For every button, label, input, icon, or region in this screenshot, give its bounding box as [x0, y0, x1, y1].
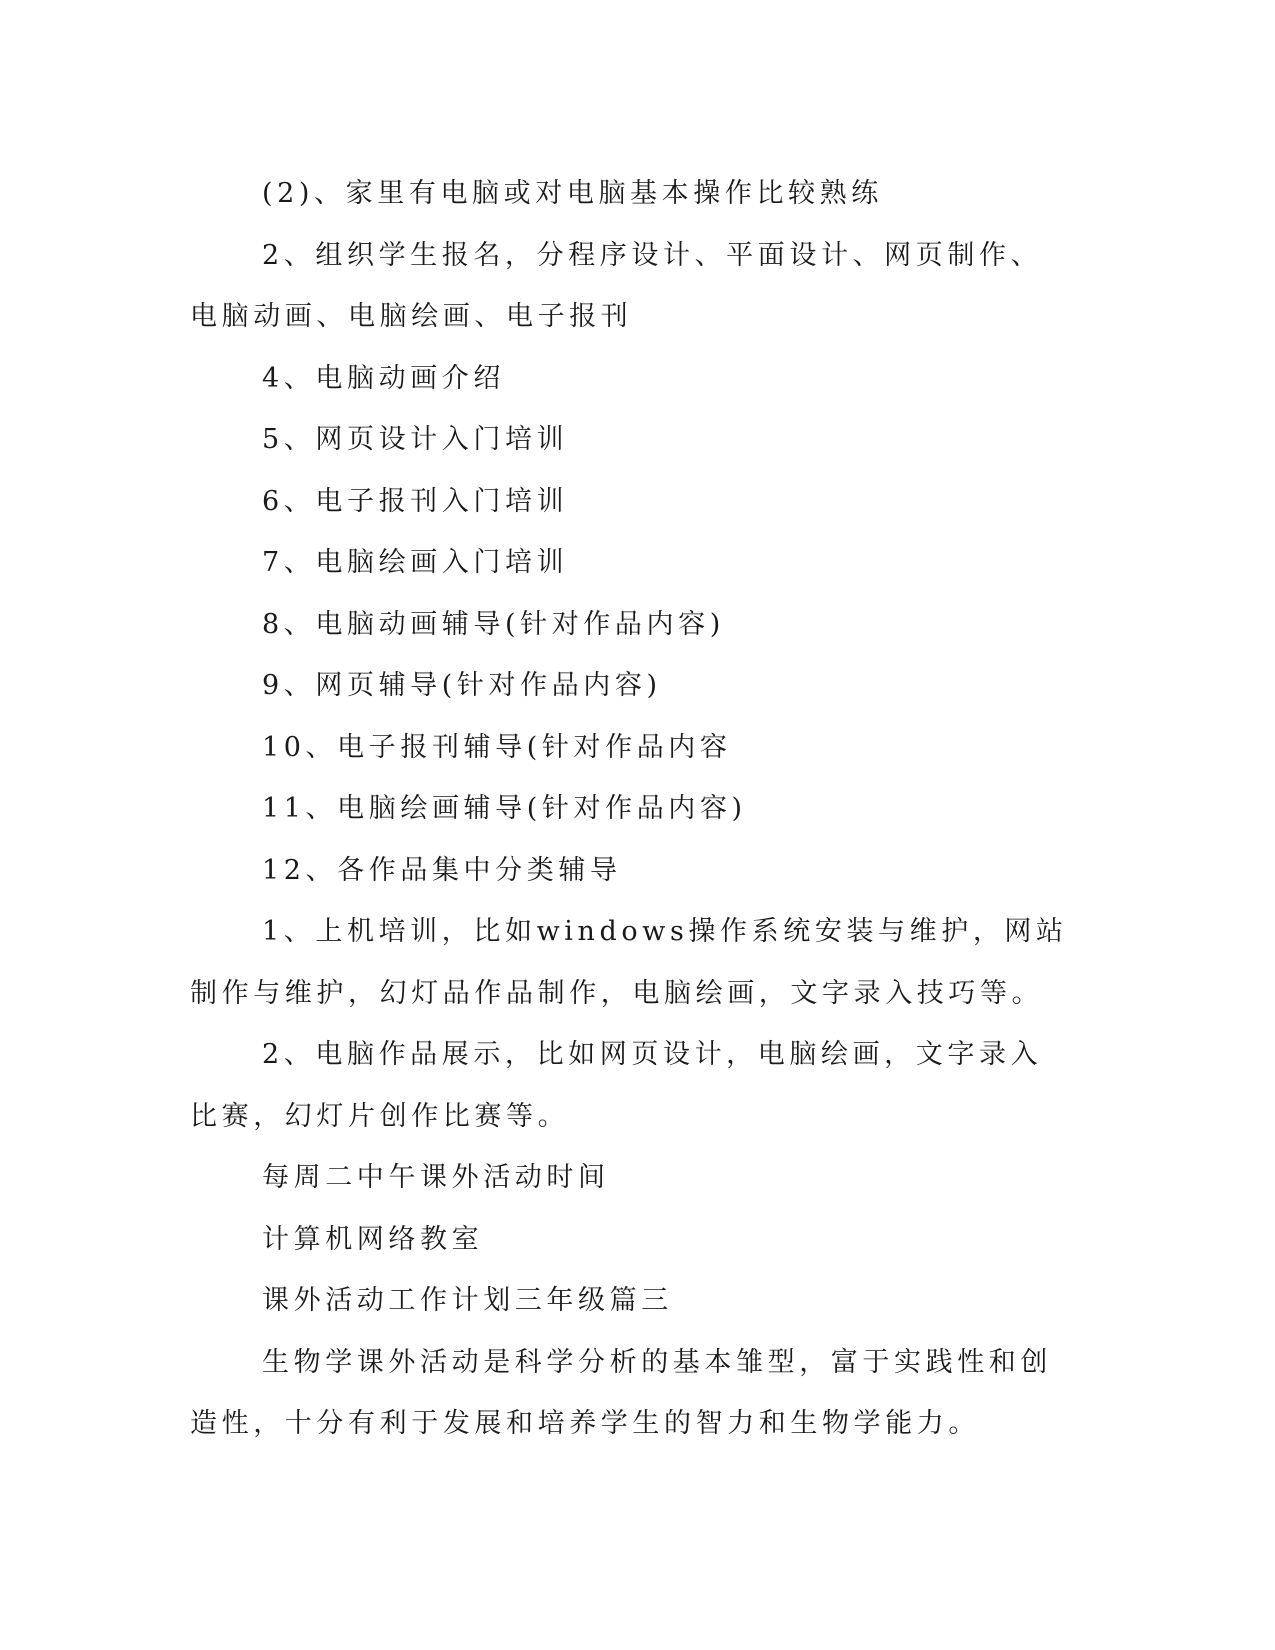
paragraph-time: 每周二中午课外活动时间 [262, 1162, 610, 1193]
paragraph-showcase: 2、电脑作品展示，比如网页设计，电脑绘画，文字录入比赛，幻灯片创作比赛等。 [190, 1039, 1043, 1132]
paragraph-item-9: 9、网页辅导(针对作品内容) [262, 670, 662, 701]
paragraph-item-4: 4、电脑动画介绍 [262, 362, 505, 394]
paragraph-registration: 2、组织学生报名，分程序设计、平面设计、网页制作、电脑动画、电脑绘画、电子报刊 [190, 239, 1043, 332]
paragraph-item-8: 8、电脑动画辅导(针对作品内容) [262, 608, 725, 640]
paragraph-item-11: 11、电脑绘画辅导(针对作品内容) [262, 793, 747, 824]
paragraph-item-5: 5、网页设计入门培训 [262, 424, 569, 455]
paragraph-location: 计算机网络教室 [262, 1223, 484, 1255]
paragraph-item-7: 7、电脑绘画入门培训 [262, 547, 569, 578]
paragraph-item-10: 10、电子报刊辅导(针对作品内容 [262, 731, 732, 763]
paragraph-training: 1、上机培训，比如windows操作系统安装与维护，网站制作与维护，幻灯品作品制作，电脑绘画，文字录入技巧等。 [190, 916, 1068, 1009]
section-heading: 课外活动工作计划三年级篇三 [262, 1285, 673, 1316]
paragraph-item-12: 12、各作品集中分类辅导 [262, 854, 622, 886]
paragraph-requirement-2: (2)、家里有电脑或对电脑基本操作比较熟练 [262, 178, 883, 209]
paragraph-item-6: 6、电子报刊入门培训 [262, 485, 569, 517]
document-body [190, 163, 1070, 1455]
paragraph-biology-intro: 生物学课外活动是科学分析的基本雏型，富于实践性和创造性，十分有利于发展和培养学生的智力和生物学能力。 [190, 1346, 1052, 1439]
